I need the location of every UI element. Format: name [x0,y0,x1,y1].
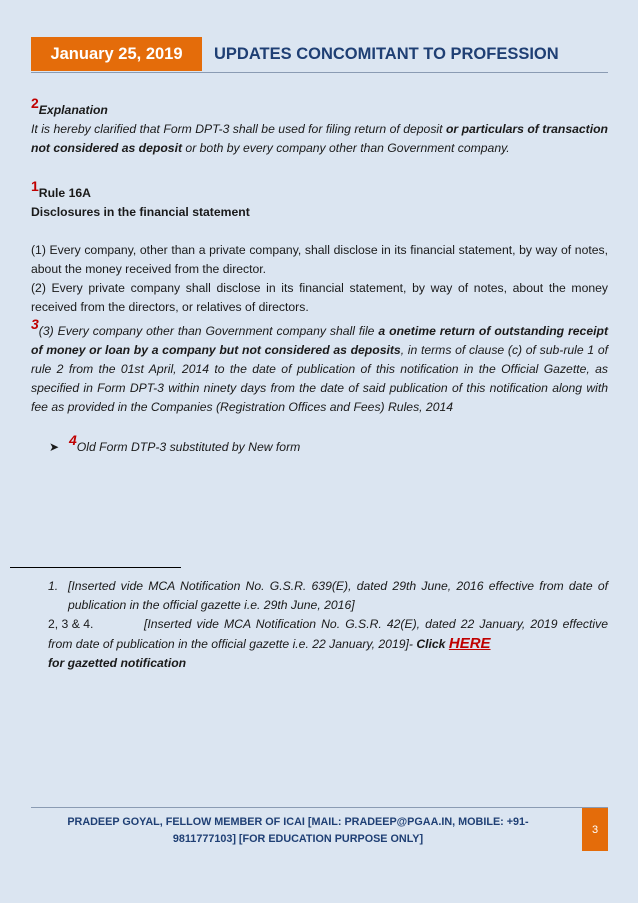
footer-text: PRADEEP GOYAL, FELLOW MEMBER OF ICAI [MAIL: PRADEEP@PGAA.IN, MOBILE: +91-9811777103] [FOR EDUCATION PURPOSE ONLY] [67,816,529,845]
spacer [31,222,608,241]
header-date: January 25, 2019 [31,37,202,71]
footnote-1 [48,577,608,615]
bullet-text: Old Form DTP-3 substituted by New form [76,440,301,454]
footnote-2 [48,615,608,654]
rule-para-3-bold: a onetime return of outstanding receipt of money or loan by a company but not considered as deposits [31,324,609,357]
footnote-marker-3: 3 [31,316,39,332]
footer-divider [31,807,608,808]
bullet-item [31,432,608,457]
rule-para-3-a: (3) Every company other than Government company shall file [38,324,379,338]
footnote-marker-4: 4 [69,432,77,448]
footnotes [48,577,608,673]
explanation-heading-text: Explanation [38,103,108,117]
arrow-bullet-icon: ➤ [49,440,60,454]
explanation-text-bold: or particulars of transaction not considered as deposit [31,122,608,155]
explanation-heading [31,95,608,120]
footnote-1-text: [Inserted vide MCA Notification No. G.S.R. 639(E), dated 29th June, 2016 effective from date of publication in the official gazette i.e. 29th June, 2016] [68,579,608,612]
footnote-marker-2: 2 [31,95,39,111]
rule-para-2: (2) Every private company shall disclose in its financial statement, by way of notes, about the money received from the directors, or relatives of directors. [31,281,608,314]
footnote-1-number: 1. [48,579,59,593]
here-link[interactable]: HERE [448,635,491,652]
header-title: UPDATES CONCOMITANT TO PROFESSION [214,44,559,63]
spacer [31,158,608,177]
page-header [31,37,608,73]
explanation-text-b: or both by every company other than Government company. [182,141,510,155]
footnote-2-click: Click [416,637,446,651]
footnote-separator [10,567,181,568]
footnote-2-text: [Inserted vide MCA Notification No. G.S.R. 42(E), dated 22 January, 2019 effective from date of publication in the official gazette i.e. 22 January, 2019]- [48,617,608,651]
rule-title [31,178,608,203]
footnote-2-tail: for gazetted notification [48,656,187,670]
explanation-text [31,120,608,158]
rule-title-text: Rule 16A [38,186,91,200]
rule-para-1: (1) Every company, other than a private company, shall disclose in its financial statement, by way of notes, about the money received from the director. [31,243,608,276]
explanation-text-a: It is hereby clarified that Form DPT-3 shall be used for filing return of deposit [31,122,446,136]
rule-para-3 [31,316,609,417]
main-content [31,95,609,457]
rule-subtitle: Disclosures in the financial statement [31,205,250,219]
footnote-2-numbers: 2, 3 & 4. [48,617,94,631]
rule-para-3-b: , in terms of clause (c) of sub-rule 1 of rule 2 from the 01st April, 2014 to the date of publication of this notification in the Official Gazette, as specified in Form DPT-3 within ninety days from the date of said publication of this notification along with fee as provided in the Companies (Registration Offices and Fees) Rules, 2014 [31,343,608,414]
footnote-marker-1: 1 [31,178,39,194]
page-number: 3 [582,808,608,851]
